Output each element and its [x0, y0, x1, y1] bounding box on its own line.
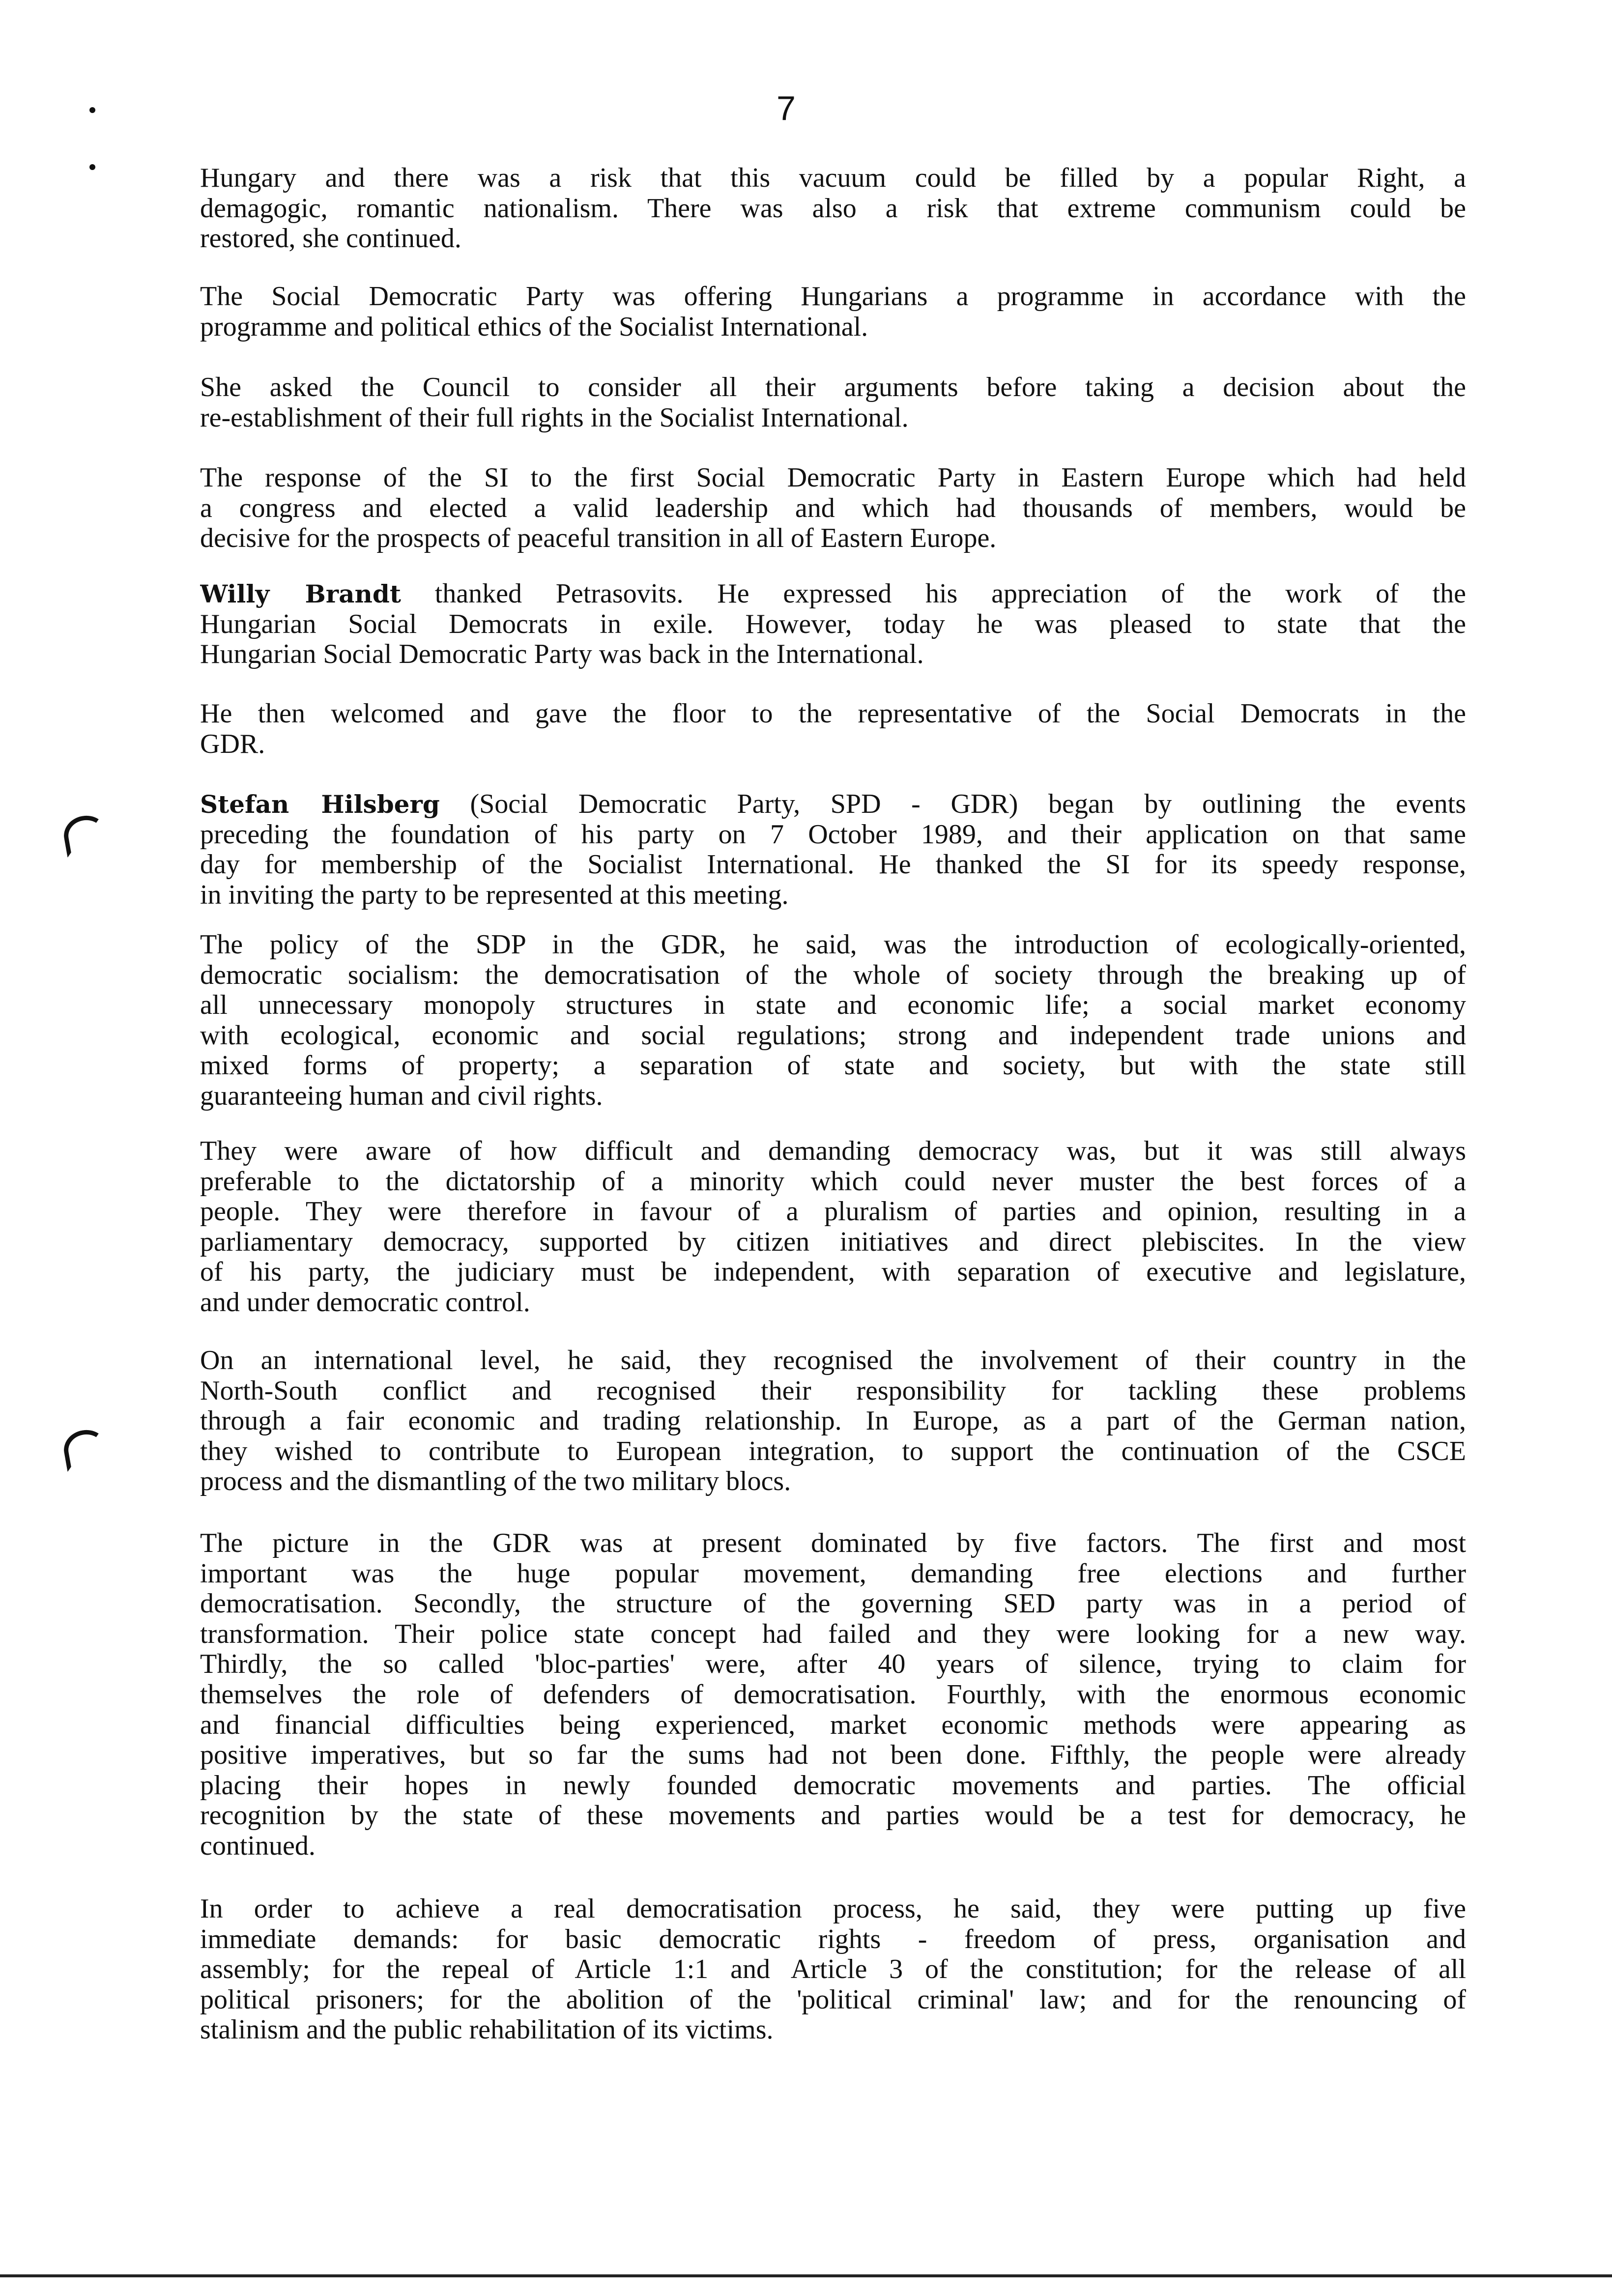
text-line: in inviting the party to be represented at this meeting.	[200, 880, 789, 910]
text-line: guaranteeing human and civil rights.	[200, 1081, 603, 1111]
text-line: re-establishment of their full rights in the Socialist International.	[200, 402, 909, 433]
text-line: The policy of the SDP in the GDR, he said, was the introduction of ecologically-oriented,	[200, 930, 1466, 960]
text-line: The Social Democratic Party was offering Hungarians a programme in accordance with the	[200, 282, 1466, 312]
text-line: democratisation. Secondly, the structure of the governing SED party was in a period of	[200, 1589, 1466, 1619]
paragraph	[200, 579, 1466, 670]
text-line: mixed forms of property; a separation of state and society, but with the state still	[200, 1051, 1466, 1081]
paragraph	[200, 163, 1466, 254]
text-line: restored, she continued.	[200, 224, 461, 254]
binder-hole-mark	[61, 1427, 110, 1472]
speaker-name: Stefan Hilsberg	[200, 790, 440, 819]
text-line: political prisoners; for the abolition of the 'political criminal' law; and for the renouncing of	[200, 1984, 1466, 2015]
speaker-name: Willy Brandt	[200, 579, 401, 608]
page-number: 7	[777, 89, 796, 127]
text-line: Thirdly, the so called 'bloc-parties' were, after 40 years of silence, trying to claim for	[200, 1649, 1466, 1680]
text-line: a congress and elected a valid leadership and which had thousands of members, would be	[200, 493, 1466, 523]
text-line: through a fair economic and trading relationship. In Europe, as a part of the German nation,	[200, 1406, 1466, 1436]
text-line: In order to achieve a real democratisation process, he said, they were putting up five	[200, 1894, 1466, 1924]
text-line	[200, 789, 1466, 820]
page-bottom-rule	[0, 2274, 1612, 2277]
text-line: with ecological, economic and social regulations; strong and independent trade unions and	[200, 1020, 1466, 1051]
text-line: themselves the role of defenders of democratisation. Fourthly, with the enormous economic	[200, 1679, 1466, 1710]
text-line: transformation. Their police state concept had failed and they were looking for a new way.	[200, 1619, 1466, 1649]
paragraph	[200, 1136, 1466, 1318]
text-line: Hungarian Social Democrats in exile. However, today he was pleased to state that the	[200, 609, 1466, 639]
text-line: preferable to the dictatorship of a minority which could never muster the best forces of a	[200, 1166, 1466, 1197]
text-line: they wished to contribute to European integration, to support the continuation of the CSCE	[200, 1436, 1466, 1466]
text-line: placing their hopes in newly founded democratic movements and parties. The official	[200, 1770, 1466, 1801]
text-line: North-South conflict and recognised their responsibility for tackling these problems	[200, 1376, 1466, 1406]
text-line: all unnecessary monopoly structures in state and economic life; a social market economy	[200, 990, 1466, 1021]
text-line: The picture in the GDR was at present dominated by five factors. The first and most	[200, 1528, 1466, 1558]
paragraph	[200, 1346, 1466, 1497]
text-line: On an international level, he said, they recognised the involvement of their country in the	[200, 1346, 1466, 1376]
punch-dot-mark	[89, 164, 95, 170]
text-line: GDR.	[200, 729, 265, 759]
paragraph	[200, 373, 1466, 433]
text-line: important was the huge popular movement, demanding free elections and further	[200, 1558, 1466, 1589]
text-line: continued.	[200, 1831, 316, 1861]
punch-dot-mark	[89, 107, 95, 113]
text-line: They were aware of how difficult and demanding democracy was, but it was still always	[200, 1136, 1466, 1166]
text-line: parliamentary democracy, supported by citizen initiatives and direct plebiscites. In the view	[200, 1227, 1466, 1257]
text-line: stalinism and the public rehabilitation of its victims.	[200, 2015, 774, 2045]
text-line: immediate demands: for basic democratic rights - freedom of press, organisation and	[200, 1924, 1466, 1954]
paragraph	[200, 1894, 1466, 2045]
text-line: Hungarian Social Democratic Party was back in the International.	[200, 639, 924, 670]
paragraph	[200, 463, 1466, 554]
line-text: (Social Democratic Party, SPD - GDR) began by outlining the events	[439, 789, 1466, 819]
text-line: Hungary and there was a risk that this vacuum could be filled by a popular Right, a	[200, 163, 1466, 193]
text-line: demagogic, romantic nationalism. There was also a risk that extreme communism could be	[200, 193, 1466, 224]
text-line: people. They were therefore in favour of a pluralism of parties and opinion, resulting in a	[200, 1197, 1466, 1227]
text-line: assembly; for the repeal of Article 1:1 and Article 3 of the constitution; for the release of all	[200, 1954, 1466, 1985]
text-line: and under democratic control.	[200, 1287, 530, 1318]
text-line	[200, 579, 1466, 609]
text-line: positive imperatives, but so far the sums had not been done. Fifthly, the people were already	[200, 1740, 1466, 1771]
text-line: She asked the Council to consider all their arguments before taking a decision about the	[200, 373, 1466, 402]
text-line: preceding the foundation of his party on 7 October 1989, and their application on that same	[200, 819, 1466, 850]
paragraph	[200, 930, 1466, 1112]
text-line: process and the dismantling of the two military blocs.	[200, 1466, 791, 1497]
text-line: recognition by the state of these movements and parties would be a test for democracy, he	[200, 1801, 1466, 1831]
text-line: He then welcomed and gave the floor to the representative of the Social Democrats in the	[200, 699, 1466, 729]
text-line: day for membership of the Socialist International. He thanked the SI for its speedy response,	[200, 850, 1466, 880]
paragraph	[200, 1528, 1466, 1862]
binder-hole-mark	[61, 812, 110, 858]
text-line: The response of the SI to the first Social Democratic Party in Eastern Europe which had held	[200, 463, 1466, 493]
text-line: and financial difficulties being experienced, market economic methods were appearing as	[200, 1710, 1466, 1740]
paragraph	[200, 789, 1466, 910]
text-line: of his party, the judiciary must be independent, with separation of executive and legislature,	[200, 1257, 1466, 1288]
text-line: democratic socialism: the democratisation of the whole of society through the breaking up of	[200, 960, 1466, 990]
paragraph	[200, 282, 1466, 342]
text-line: decisive for the prospects of peaceful transition in all of Eastern Europe.	[200, 523, 997, 554]
paragraph	[200, 699, 1466, 759]
line-text: thanked Petrasovits. He expressed his appreciation of the work of the	[401, 579, 1466, 609]
text-line: programme and political ethics of the Socialist International.	[200, 312, 868, 342]
